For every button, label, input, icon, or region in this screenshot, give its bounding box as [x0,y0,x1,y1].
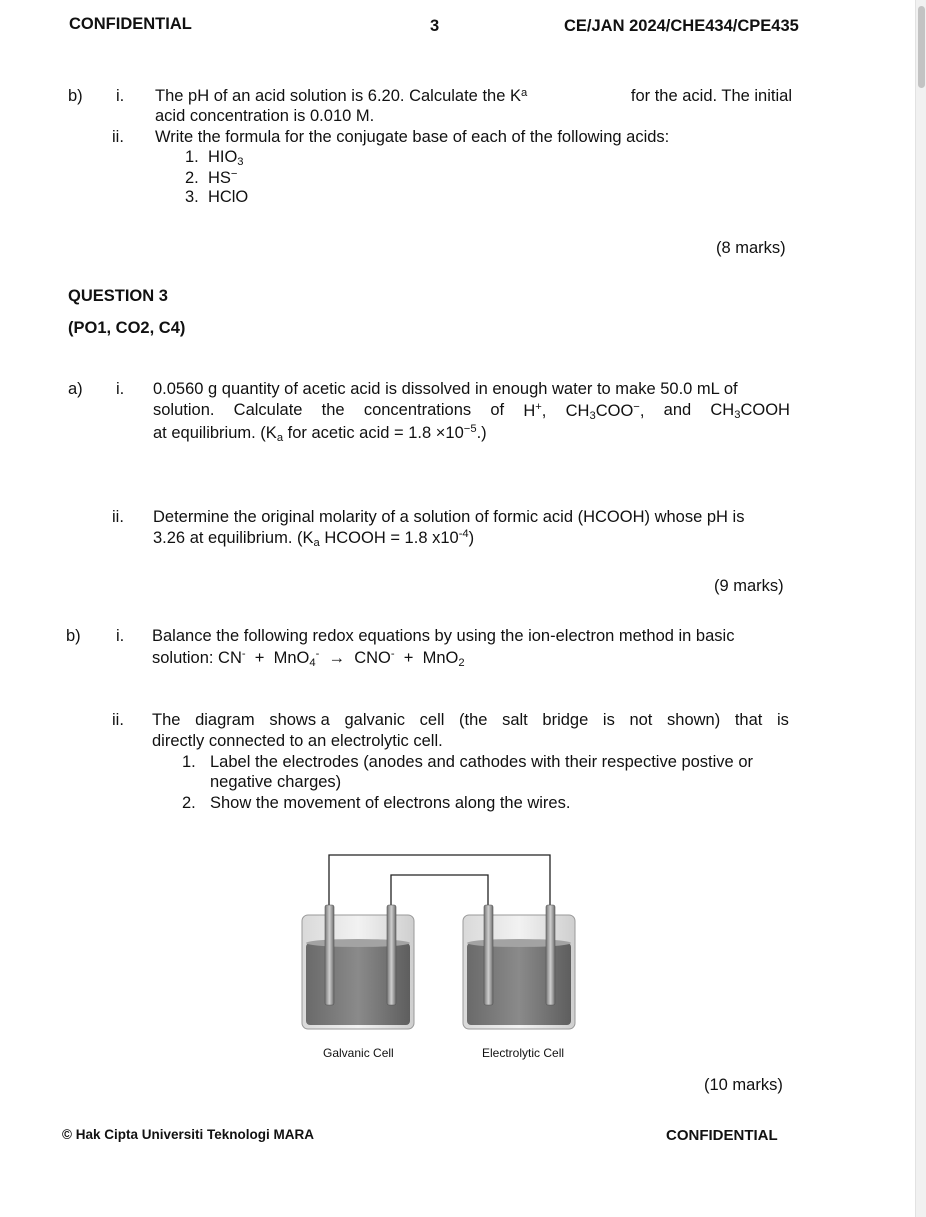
scrollbar-thumb[interactable] [918,6,925,88]
marks-part-b: (8 marks) [716,239,786,257]
q3b-ii-line2: directly connected to an electrolytic cell. [152,732,443,750]
list-item: 1. $HIO_3$ [185,148,244,168]
course-code: CE/JAN 2024/CHE434/CPE435 [564,17,799,35]
q3a-ii-line1: Determine the original molarity of a solution of formic acid (HCOOH) whose pH is [153,508,745,526]
page-number: 3 [430,17,440,35]
q3a-ii-line2: 3.26 at equilibrium. ($K_a$ HCOOH = 1.8 $x10^{-4}$) [153,528,475,549]
connecting-wires [329,855,550,907]
part-b-label: b) [68,87,83,105]
q3b-ii-line1: The diagram shows a galvanic cell (the salt bridge is not shown) that is [152,711,789,729]
footer-copyright: © Hak Cipta Universiti Teknologi MARA [62,1127,314,1142]
part-b-i-number: i. [116,87,125,105]
footer-confidential: CONFIDENTIAL [666,1127,778,1144]
part-b-ii-text: Write the formula for the conjugate base of each of the following acids: [155,128,670,146]
part-b-i-line1: The pH of an acid solution is 6.20. Calculate the K a for the acid. The initial [155,87,792,105]
q3b-i-number: i. [116,627,125,645]
question-3-title: QUESTION 3 [68,287,168,305]
electrolytic-beaker [463,915,575,1029]
redox-equation: solution: CN- + MnO$_4$- → CNO- + MnO$_2$ [152,648,465,669]
q3b-ii-number: ii. [112,711,124,729]
marks-q3b: (10 marks) [704,1076,783,1094]
q3a-i-number: i. [116,380,125,398]
sub-item-number: 1. [182,753,196,771]
sub-item-1-line2: negative charges) [210,773,342,791]
list-item: 3. HClO [185,188,249,206]
q3a-i-line3: at equilibrium. ($K_a$ for acetic acid = $1.8 \times 10^{-5}$.) [153,423,487,444]
part-b-ii-number: ii. [112,128,124,146]
vertical-scrollbar[interactable] [915,0,926,1217]
part-b-i-line2: acid concentration is 0.010 M. [155,107,375,125]
sub-item-number: 2. [182,794,196,812]
q3b-i-line1: Balance the following redox equations by using the ion-electron method in basic [152,627,735,645]
q3b-label: b) [66,627,81,645]
q3a-label: a) [68,380,83,398]
list-item: 2. HS− [185,168,238,188]
sub-item-2-text: Show the movement of electrons along the wires. [210,794,571,812]
q3a-ii-number: ii. [112,508,124,526]
galvanic-beaker [302,915,414,1029]
header-confidential: CONFIDENTIAL [69,15,192,33]
q3a-i-line2: solution. Calculate the concentrations of H+, $CH_3COO^-$, and $CH_3COOH$ [153,401,790,422]
q3a-i-line1: 0.0560 g quantity of acetic acid is dissolved in enough water to make 50.0 mL of [153,380,738,398]
cell-diagram [290,845,590,1040]
question-3-outcomes: (PO1, CO2, C4) [68,319,186,337]
galvanic-cell-caption: Galvanic Cell [323,1046,394,1060]
electrolytic-cell-caption: Electrolytic Cell [482,1046,565,1060]
marks-q3a: (9 marks) [714,577,784,595]
sub-item-1-line1: Label the electrodes (anodes and cathodes with their respective postive or [210,753,753,771]
